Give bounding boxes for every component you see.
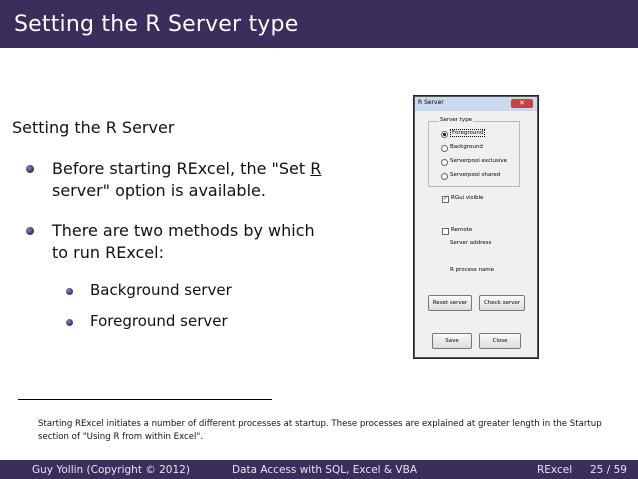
- footnote-rule: [18, 399, 272, 400]
- footer-author: Guy Yollin (Copyright © 2012): [32, 464, 190, 476]
- radio-label: Background: [450, 144, 483, 150]
- title-bar: [0, 0, 638, 48]
- section-heading: Setting the R Server: [12, 118, 175, 137]
- slide-title: Setting the R Server type: [14, 12, 299, 37]
- bullet-1-text-a: Before starting RExcel, the "Set: [52, 159, 311, 178]
- server-address-label: Server address: [450, 240, 492, 246]
- bullet-2: There are two methods by which to run RExcel:: [52, 221, 315, 262]
- server-type-label: Server type: [440, 117, 473, 123]
- radio-icon: [441, 145, 448, 152]
- checkbox-label: RGui visible: [451, 195, 484, 201]
- bullet-1-text-b: server" option is available.: [52, 181, 266, 200]
- sub-bullet-icon: [66, 288, 73, 295]
- radio-icon: [441, 159, 448, 166]
- sub-bullet-foreground: Foreground server: [90, 312, 228, 330]
- checkbox-icon: [442, 228, 449, 235]
- footer-course: Data Access with SQL, Excel & VBA: [232, 464, 418, 476]
- check-server-button[interactable]: Check server: [479, 295, 525, 311]
- rgui-visible-checkbox[interactable]: [442, 195, 522, 204]
- bullet-icon: [26, 227, 34, 235]
- bullet-1-underlined: R: [310, 159, 322, 178]
- sub-bullet-icon: [66, 319, 73, 326]
- close-icon[interactable]: ✕: [511, 99, 533, 108]
- footer-section: RExcel: [537, 464, 573, 476]
- close-button[interactable]: Close: [479, 333, 521, 349]
- r-server-dialog: [414, 96, 538, 358]
- remote-checkbox[interactable]: [442, 227, 522, 236]
- radio-background[interactable]: [441, 144, 519, 153]
- radio-icon: [441, 173, 448, 180]
- footer-page: 25 / 59: [590, 464, 627, 476]
- save-button[interactable]: Save: [432, 333, 472, 349]
- radio-label: Serverpool exclusive: [450, 158, 508, 164]
- dialog-titlebar: [415, 97, 537, 111]
- radio-selected-icon: [441, 131, 448, 138]
- footnote: Starting RExcel initiates a number of different processes at startup. These processes are explained at greater length in the Startup section of "Using R from within Excel".: [38, 419, 602, 442]
- sub-bullet-background: Background server: [90, 281, 232, 299]
- footer-bar: [0, 460, 638, 479]
- dialog-title: R Server: [418, 99, 444, 106]
- reset-server-button[interactable]: Reset server: [428, 295, 472, 311]
- radio-serverpool-shared[interactable]: [441, 172, 519, 181]
- radio-serverpool-exclusive[interactable]: [441, 158, 519, 167]
- radio-foreground[interactable]: [441, 130, 519, 139]
- bullet-icon: [26, 165, 34, 173]
- radio-label: Foreground: [452, 130, 484, 136]
- r-process-name-label: R process name: [450, 267, 495, 273]
- checkbox-label: Remote: [451, 227, 473, 233]
- checkmark-icon: ✓: [443, 196, 448, 202]
- radio-label: Serverpool shared: [450, 172, 501, 178]
- bullet-1: [52, 158, 322, 202]
